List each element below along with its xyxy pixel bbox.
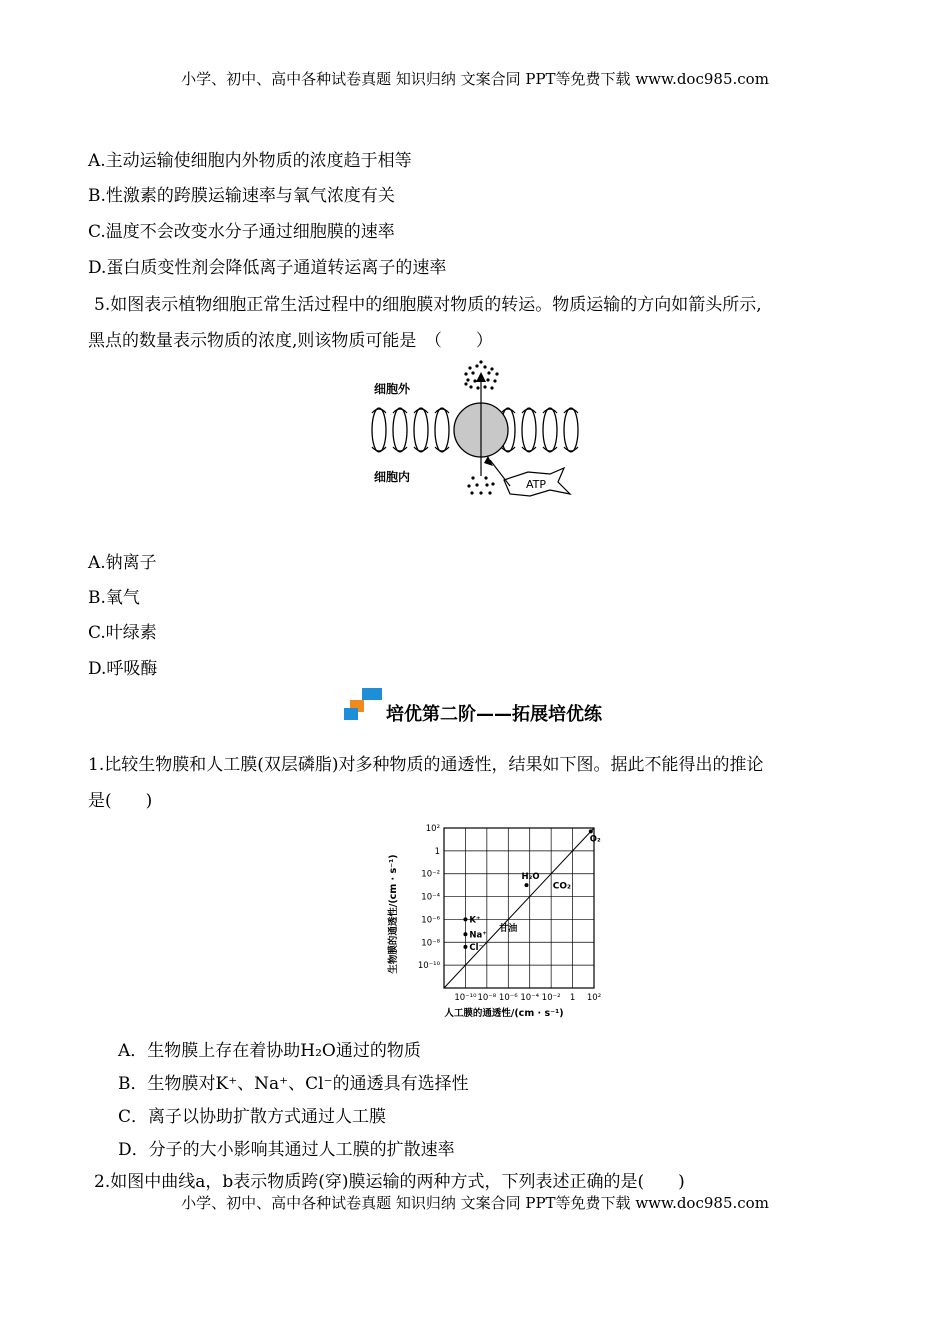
permeability-chart	[382, 822, 602, 1022]
q5-option-a: A.钠离子	[88, 553, 157, 573]
y-tick-label: 10⁻¹⁰	[417, 961, 440, 972]
data-point	[525, 883, 529, 887]
point-label: O₂	[589, 834, 601, 845]
x-tick-label: 10⁻⁸	[477, 993, 497, 1003]
point-label: H₂O	[521, 872, 540, 883]
x-tick-label: 10⁻⁶	[498, 993, 518, 1003]
page-footer: 小学、初中、高中各种试卷真题 知识归纳 文案合同 PPT等免费下载 www.doc985.com	[181, 1194, 769, 1212]
q2-stem-line1: 2.如图中曲线a，b表示物质跨(穿)膜运输的两种方式，下列表述正确的是( )	[94, 1172, 685, 1192]
q1-stem-line2: 是( )	[88, 791, 153, 811]
prev-option-a: A.主动运输使细胞内外物质的浓度趋于相等	[88, 151, 412, 171]
diagonal-line	[444, 828, 594, 988]
y-tick-label: 10⁻⁴	[421, 892, 440, 903]
q1-stem-line1: 1.比较生物膜和人工膜(双层磷脂)对多种物质的通透性，结果如下图。据此不能得出的推论	[88, 755, 764, 775]
point-label: K⁺	[469, 915, 481, 926]
data-point	[589, 829, 593, 833]
prev-option-d: D.蛋白质变性剂会降低离子通道转运离子的速率	[88, 258, 447, 278]
y-tick-label: 10⁻⁶	[421, 915, 440, 926]
q5-stem-line2: 黑点的数量表示物质的浓度,则该物质可能是 （ ）	[88, 331, 493, 351]
y-tick-label: 10⁻⁸	[421, 938, 440, 949]
data-point	[463, 932, 467, 936]
x-tick-label: 10⁻¹⁰	[454, 993, 477, 1003]
arrow-head	[476, 372, 486, 382]
point-label: Na⁺	[469, 930, 487, 941]
q5-option-d: D.呼吸酶	[88, 659, 158, 679]
x-tick-label: 1	[569, 993, 576, 1003]
point-label: Cl⁻	[469, 942, 484, 953]
page-header: 小学、初中、高中各种试卷真题 知识归纳 文案合同 PPT等免费下载 www.doc985.com	[181, 70, 769, 88]
atp-label: ATP	[526, 478, 547, 491]
inside-dots	[467, 476, 494, 494]
x-tick-label: 10⁻²	[541, 993, 561, 1003]
y-tick-label: 10²	[425, 824, 440, 834]
q5-option-c: C.叶绿素	[88, 623, 157, 643]
line-label: CO₂	[552, 881, 571, 892]
chart-xlabel: 人工膜的通透性/(cm · s⁻¹)	[444, 1008, 564, 1019]
outside-label: 细胞外	[374, 382, 411, 396]
q1-option-a: A．生物膜上存在着协助H₂O通过的物质	[118, 1041, 421, 1061]
atp-arrow	[490, 460, 510, 486]
data-point	[463, 945, 467, 949]
chart-ylabel: 生物膜的通透性/(cm · s⁻¹)	[388, 854, 399, 974]
data-point	[463, 917, 467, 921]
q1-option-b: B．生物膜对K⁺、Na⁺、Cl⁻的通透具有选择性	[118, 1074, 469, 1094]
x-tick-label: 10⁻⁴	[520, 993, 540, 1003]
q5-option-b: B.氧气	[88, 588, 140, 608]
membrane-transport-figure	[360, 360, 590, 504]
x-tick-label: 10²	[586, 993, 602, 1003]
y-tick-label: 10⁻²	[421, 869, 440, 880]
chart-points	[463, 829, 601, 952]
section-icon	[344, 688, 384, 722]
q1-option-d: D．分子的大小影响其通过人工膜的扩散速率	[118, 1140, 455, 1160]
section-title: 培优第二阶——拓展培优练	[386, 704, 602, 725]
chart-diagonal	[444, 828, 594, 988]
q5-stem-line1: 5.如图表示植物细胞正常生活过程中的细胞膜对物质的转运。物质运输的方向如箭头所示,	[94, 295, 762, 315]
inside-label: 细胞内	[374, 470, 411, 484]
prev-option-c: C.温度不会改变水分子通过细胞膜的速率	[88, 222, 395, 242]
prev-option-b: B.性激素的跨膜运输速率与氧气浓度有关	[88, 186, 395, 206]
line-label: 甘油	[499, 923, 518, 934]
y-tick-label: 1	[434, 846, 440, 857]
q1-option-c: C．离子以协助扩散方式通过人工膜	[118, 1107, 387, 1127]
